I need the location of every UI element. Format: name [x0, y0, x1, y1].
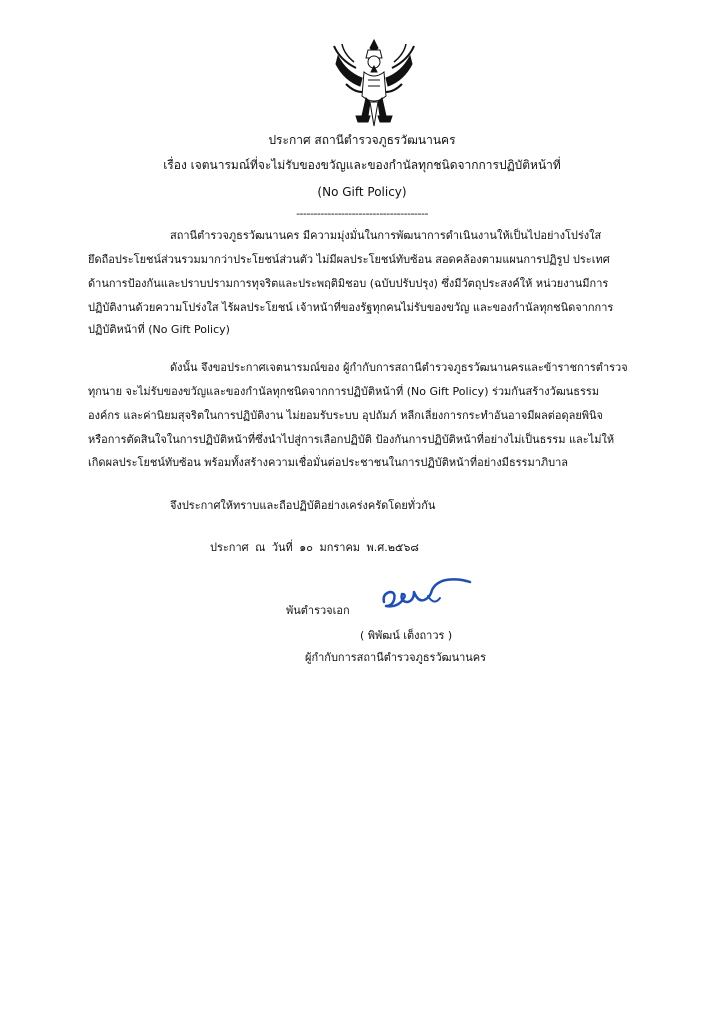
- paragraph-2-line: หรือการตัดสินใจในการปฏิบัติหน้าที่ซึ่งนำไปสู่การเลือกปฏิบัติ ป้องกันการปฏิบัติหน้าที่อย่างไม่เป็นธรรม และไม่ให้: [88, 433, 615, 446]
- signer-name: ( พิพัฒน์ เต็งถาวร ): [360, 629, 453, 642]
- announcement-title: ประกาศ สถานีตำรวจภูธรวัฒนานคร: [268, 133, 456, 147]
- paragraph-1-line: ปฏิบัติหน้าที่ (No Gift Policy): [88, 323, 230, 336]
- signer-position: ผู้กำกับการสถานีตำรวจภูธรวัฒนานคร: [305, 651, 487, 664]
- paragraph-1-line: สถานีตำรวจภูธรวัฒนานคร มีความมุ่งมั่นในการพัฒนาการดำเนินงานให้เป็นไปอย่างโปร่งใส: [170, 229, 602, 242]
- paragraph-2-line: เกิดผลประโยชน์ทับซ้อน พร้อมทั้งสร้างความเชื่อมั่นต่อประชาชนในการปฏิบัติหน้าที่อย่างมีธรรมาภิบาล: [88, 456, 569, 469]
- paragraph-2-line: องค์กร และค่านิยมสุจริตในการปฏิบัติงาน ไม่ยอมรับระบบ อุปถัมภ์ หลีกเลี่ยงการกระทำอันอาจมีผลต่อดุลยพินิจ: [88, 409, 604, 422]
- paragraph-1-line: ปฏิบัติงานด้วยความโปร่งใส ไร้ผลประโยชน์ เจ้าหน้าที่ของรัฐทุกคนไม่รับของขวัญ และของกำนัลทุกชนิดจากการ: [88, 301, 614, 314]
- paragraph-1-line: ยึดถือประโยชน์ส่วนรวมมากว่าประโยชน์ส่วนตัว ไม่มีผลประโยชน์ทับซ้อน สอดคล้องตามแผนการปฏิรูป ประเทศ: [88, 253, 610, 266]
- announcement-subject: เรื่อง เจตนารมณ์ที่จะไม่รับของขวัญและของกำนัลทุกชนิดจากการปฏิบัติหน้าที่: [163, 158, 561, 172]
- closing-statement: จึงประกาศให้ทราบและถือปฏิบัติอย่างเคร่งครัดโดยทั่วกัน: [170, 499, 436, 512]
- signer-rank: พันตำรวจเอก: [286, 604, 350, 617]
- paragraph-2-line: ดังนั้น จึงขอประกาศเจตนารมณ์ของ ผู้กำกับการสถานีตำรวจภูธรวัฒนานครและข้าราชการตำรวจ: [170, 361, 628, 374]
- signature-image: [378, 572, 474, 616]
- divider: --------------------------------------: [296, 207, 428, 220]
- garuda-emblem-icon: [330, 36, 418, 132]
- paragraph-2-line: ทุกนาย จะไม่รับของขวัญและของกำนัลทุกชนิดจากการปฏิบัติหน้าที่ (No Gift Policy) ร่วมกันสร้างวัฒนธรรม: [88, 385, 600, 398]
- paragraph-1-line: ด้านการป้องกันและปราบปรามการทุจริตและประพฤติมิชอบ (ฉบับปรับปรุง) ซึ่งมีวัตถุประสงค์ให้ หน่วยงานมีการ: [88, 277, 609, 290]
- policy-name: (No Gift Policy): [317, 185, 407, 199]
- announcement-date: ประกาศ ณ วันที่ ๑๐ มกราคม พ.ศ.๒๕๖๘: [210, 541, 419, 554]
